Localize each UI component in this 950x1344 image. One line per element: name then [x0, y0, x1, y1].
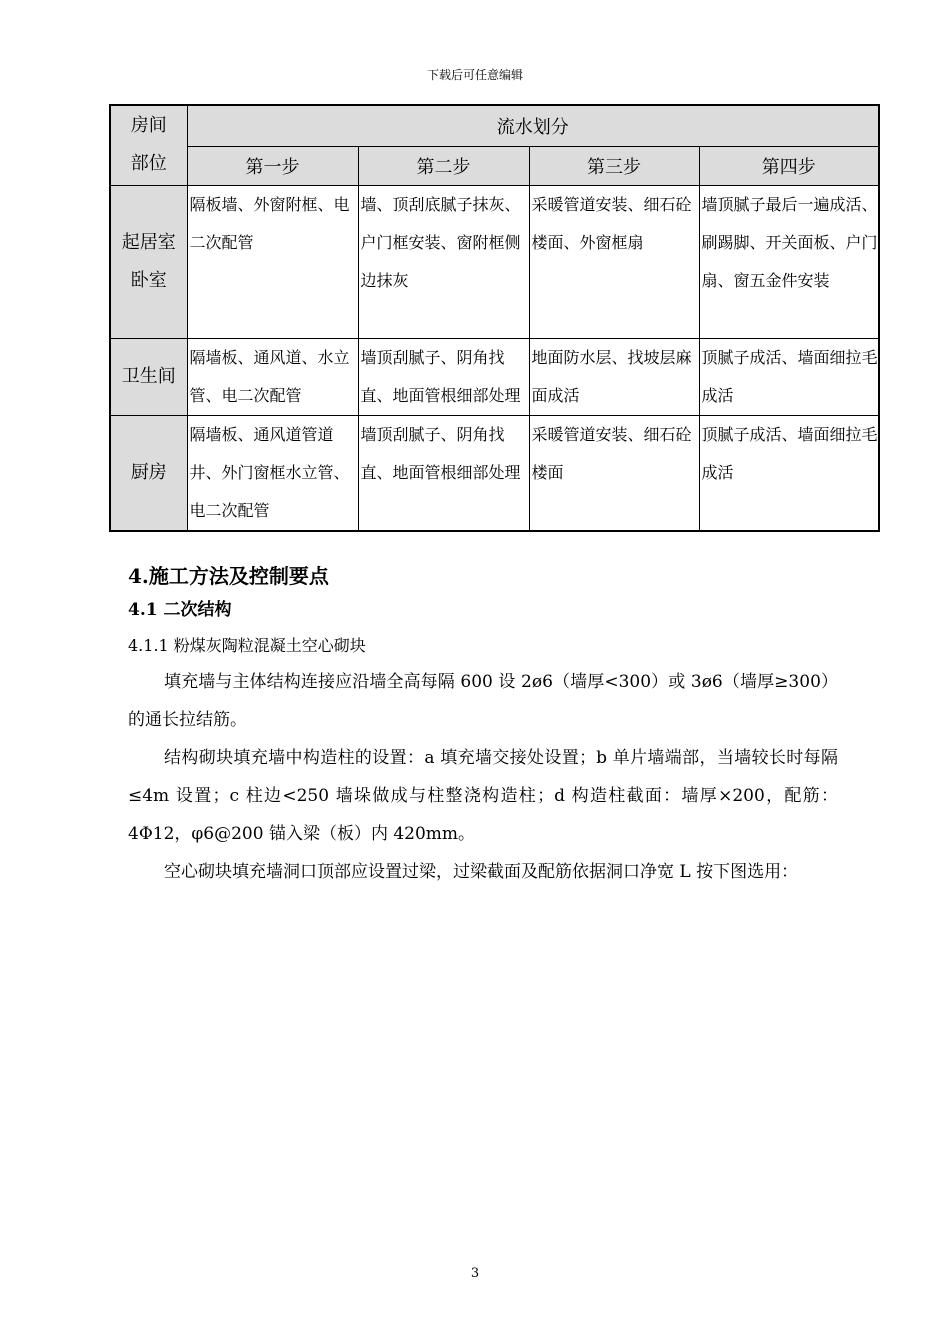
- room-cell: [110, 415, 187, 531]
- table-row: [110, 415, 879, 531]
- step-cell: 隔墙板、通风道管道井、外门窗框水立管、电二次配管: [187, 415, 358, 531]
- room-cell: [110, 185, 187, 338]
- step-cell: 墙顶刮腻子、阴角找直、地面管根细部处理: [358, 415, 529, 531]
- step-cell: 隔墙板、通风道、水立管、电二次配管: [187, 338, 358, 415]
- step-cell: 顶腻子成活、墙面细拉毛成活: [699, 338, 879, 415]
- step-header: 第一步: [187, 146, 358, 185]
- paragraph: 空心砌块填充墙洞口顶部应设置过梁，过梁截面及配筋依据洞口净宽 L 按下图选用：: [164, 862, 799, 882]
- room-cell: [110, 338, 187, 415]
- room-label: 卫生间: [121, 365, 176, 387]
- paragraph: 填充墙与主体结构连接应沿墙全高每隔 600 设 2ø6（墙厚<300）或 3ø6（墙厚≥300）的通长拉结筋。: [128, 672, 838, 730]
- table-row: [110, 338, 879, 415]
- header-note: 下载后可任意编辑: [426, 68, 523, 82]
- group-header: 流水划分: [187, 105, 879, 146]
- corner-header-line: 房间: [130, 115, 167, 137]
- step-cell: 采暖管道安装、细石砼楼面: [529, 415, 699, 531]
- room-label: 卧室: [130, 269, 167, 291]
- room-label: 厨房: [130, 461, 167, 483]
- section-title: 4.施工方法及控制要点: [128, 564, 329, 588]
- step-cell: 墙顶刮腻子、阴角找直、地面管根细部处理: [358, 338, 529, 415]
- corner-header-cell: [110, 105, 187, 185]
- step-cell: 顶腻子成活、墙面细拉毛成活: [699, 415, 879, 531]
- room-label: 起居室: [121, 231, 176, 253]
- subsubsection-title: 4.1.1 粉煤灰陶粒混凝土空心砌块: [128, 636, 366, 655]
- step-header: 第三步: [529, 146, 699, 185]
- step-cell: 地面防水层、找坡层麻面成活: [529, 338, 699, 415]
- corner-header-line: 部位: [130, 153, 167, 175]
- step-cell: 墙、顶刮底腻子抹灰、户门框安装、窗附框侧边抹灰: [358, 185, 529, 338]
- step-cell: 墙顶腻子最后一遍成活、刷踢脚、开关面板、户门扇、窗五金件安装: [699, 185, 879, 338]
- step-cell: 采暖管道安装、细石砼楼面、外窗框扇: [529, 185, 699, 338]
- table-row: [110, 185, 879, 338]
- step-header: 第二步: [358, 146, 529, 185]
- paragraph: 结构砌块填充墙中构造柱的设置：a 填充墙交接处设置；b 单片墙端部，当墙较长时每隔≤4m 设置；c 柱边<250 墙垛做成与柱整浇构造柱；d 构造柱截面：墙厚×200，配筋：4Φ12，φ6@200 锚入梁（板）内 420mm。: [128, 748, 838, 844]
- step-header: 第四步: [699, 146, 879, 185]
- subsection-title: 4.1 二次结构: [128, 600, 232, 620]
- page-number: 3: [470, 1266, 480, 1281]
- flow-division-table: [109, 104, 880, 532]
- step-cell: 隔板墙、外窗附框、电二次配管: [187, 185, 358, 338]
